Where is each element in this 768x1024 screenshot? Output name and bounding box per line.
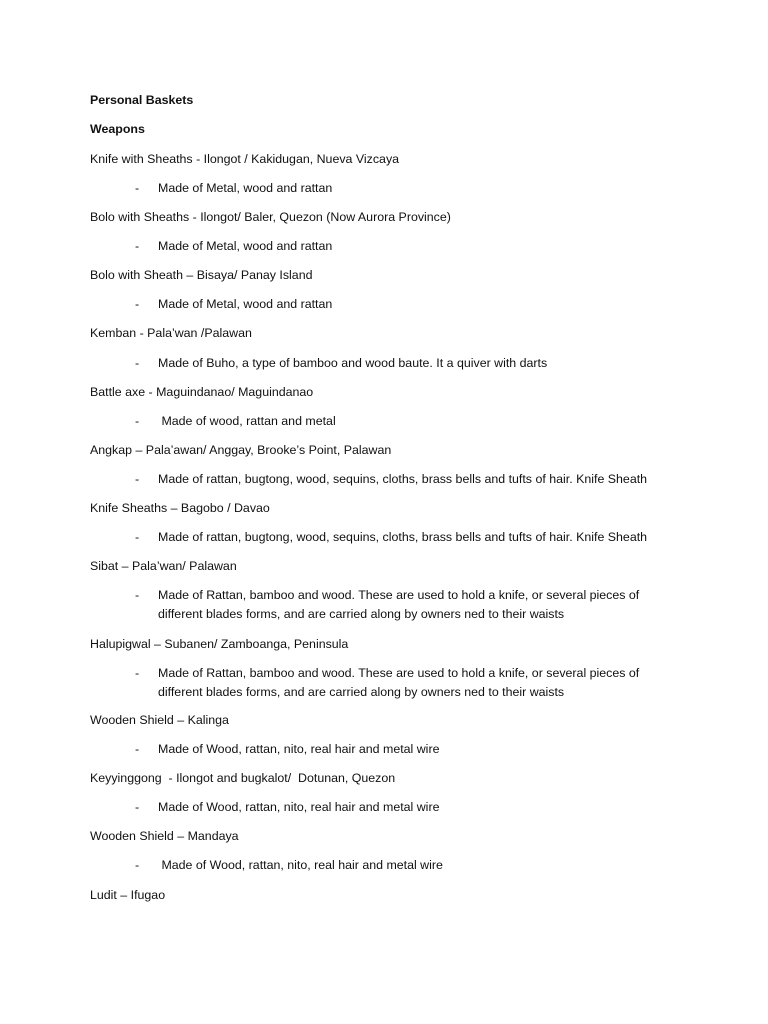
item-title: Angkap – Pala’awan/ Anggay, Brooke’s Point, Palawan (90, 443, 392, 457)
item-description: Made of Metal, wood and rattan (158, 297, 333, 311)
item-description: Made of rattan, bugtong, wood, sequins, cloths, brass bells and tufts of hair. Knife Sheath (158, 530, 648, 544)
dash-bullet: - (135, 181, 140, 195)
item-description: Made of Rattan, bamboo and wood. These are used to hold a knife, or several pieces of different blades forms, and are carried along by owners ned to their waists (158, 666, 640, 699)
dash-bullet: - (135, 742, 140, 756)
section-heading: Weapons (90, 122, 145, 136)
item-description: Made of Metal, wood and rattan (158, 181, 333, 195)
item-title: Kemban - Pala’wan /Palawan (90, 326, 252, 340)
item-description: Made of Metal, wood and rattan (158, 239, 333, 253)
item-title: Knife with Sheaths - Ilongot / Kakidugan, Nueva Vizcaya (90, 152, 400, 166)
item-description: Made of Wood, rattan, nito, real hair and metal wire (158, 858, 443, 872)
dash-bullet: - (135, 297, 140, 311)
item-title: Keyyinggong - Ilongot and bugkalot/ Dotunan, Quezon (90, 771, 396, 785)
item-description: Made of Wood, rattan, nito, real hair and metal wire (158, 800, 440, 814)
dash-bullet: - (135, 472, 140, 486)
item-title: Battle axe - Maguindanao/ Maguindanao (90, 385, 314, 399)
item-title: Bolo with Sheath – Bisaya/ Panay Island (90, 268, 313, 282)
dash-bullet: - (135, 800, 140, 814)
item-title: Bolo with Sheaths - Ilongot/ Baler, Quezon (Now Aurora Province) (90, 210, 451, 224)
item-title: Ludit – Ifugao (90, 888, 166, 902)
dash-bullet: - (135, 356, 140, 370)
item-description: Made of rattan, bugtong, wood, sequins, cloths, brass bells and tufts of hair. Knife Sheath (158, 472, 648, 486)
dash-bullet: - (135, 530, 140, 544)
dash-bullet: - (135, 414, 140, 428)
item-description: Made of Buho, a type of bamboo and wood baute. It a quiver with darts (158, 356, 548, 370)
item-title: Wooden Shield – Kalinga (90, 713, 229, 727)
dash-bullet: - (135, 858, 140, 872)
item-title: Wooden Shield – Mandaya (90, 829, 239, 843)
item-description: Made of Wood, rattan, nito, real hair and metal wire (158, 742, 440, 756)
item-title: Sibat – Pala’wan/ Palawan (90, 559, 237, 573)
dash-bullet: - (135, 239, 140, 253)
dash-bullet: - (135, 666, 140, 680)
item-title: Halupigwal – Subanen/ Zamboanga, Peninsula (90, 637, 349, 651)
item-title: Knife Sheaths – Bagobo / Davao (90, 501, 270, 515)
dash-bullet: - (135, 588, 140, 602)
item-description: Made of wood, rattan and metal (158, 414, 336, 428)
item-description: Made of Rattan, bamboo and wood. These are used to hold a knife, or several pieces of different blades forms, and are carried along by owners ned to their waists (158, 588, 640, 621)
document-title: Personal Baskets (90, 93, 194, 107)
